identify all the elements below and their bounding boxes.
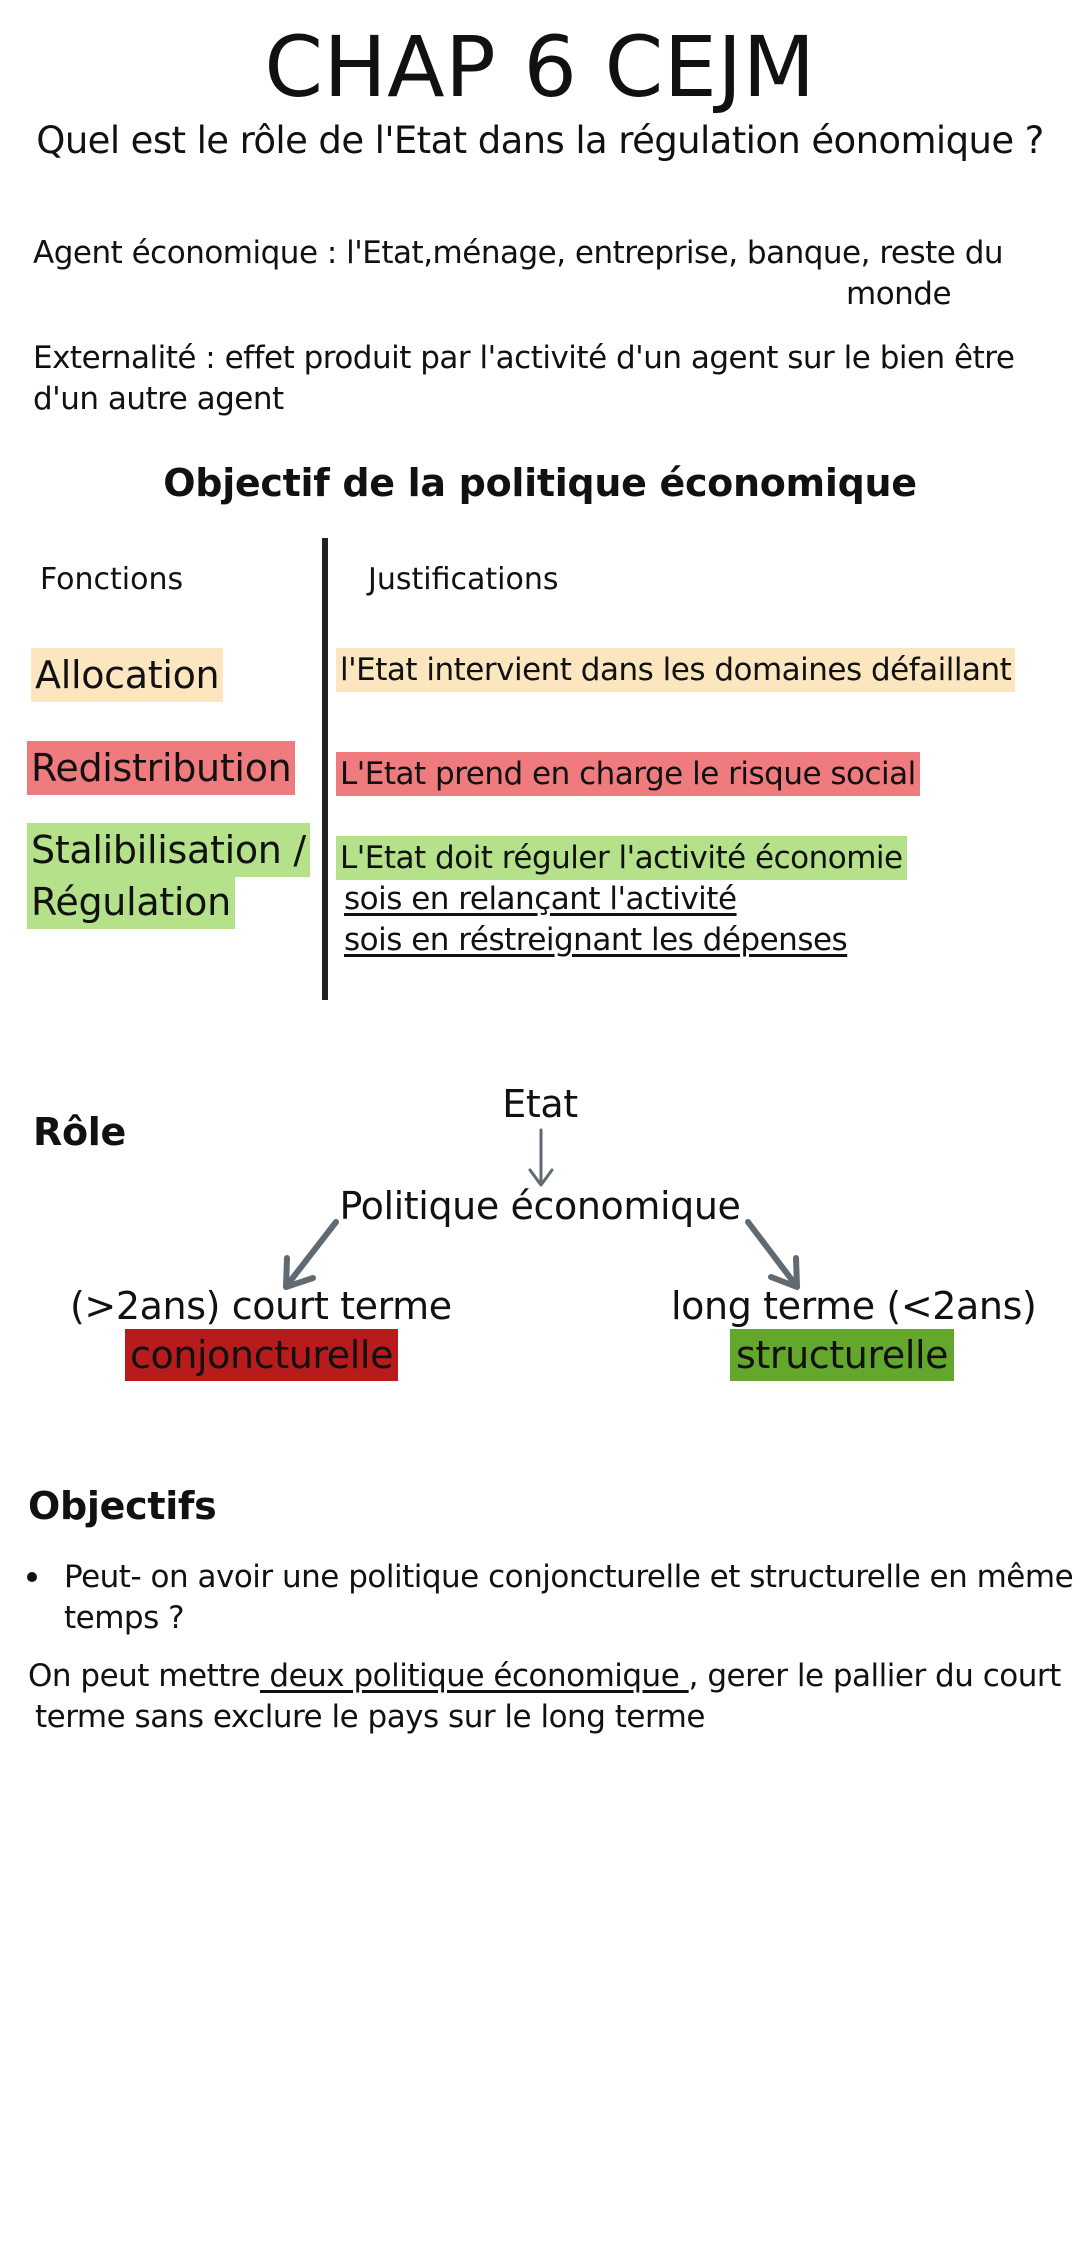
bullet-dot-icon: [27, 1572, 37, 1582]
column-header-justifications: Justifications: [368, 562, 559, 597]
page-subtitle: Quel est le rôle de l'Etat dans la régulation éonomique ?: [36, 119, 1044, 162]
answer-line2: terme sans exclure le pays sur le long terme: [35, 1699, 705, 1735]
role-heading: Rôle: [33, 1110, 126, 1154]
diagram-etat: Etat: [502, 1082, 578, 1126]
answer-part2: , gerer le pallier du court: [688, 1658, 1061, 1694]
column-header-fonctions: Fonctions: [40, 562, 184, 597]
definition-agent-line2: monde: [846, 276, 952, 312]
fonction-redistribution: Redistribution: [27, 741, 295, 795]
question-line2: temps ?: [64, 1600, 185, 1636]
answer-line1: [28, 1656, 1061, 1697]
definition-externalite-line2: d'un autre agent: [33, 381, 284, 417]
justification-stabilisation-line3: sois en réstreignant les dépenses: [344, 922, 848, 958]
justification-stabilisation-line2: sois en relançant l'activité: [344, 881, 737, 917]
justification-redistribution: L'Etat prend en charge le risque social: [336, 752, 920, 796]
page-title: CHAP 6 CEJM: [264, 18, 816, 116]
diagram-court-terme: (>2ans) court terme: [70, 1284, 452, 1328]
answer-underlined: deux politique économique: [260, 1658, 689, 1694]
definition-agent-line1: Agent économique : l'Etat,ménage, entreprise, banque, reste du: [33, 235, 1004, 271]
fonction-allocation: Allocation: [31, 648, 223, 702]
question-line1: Peut- on avoir une politique conjoncturelle et structurelle en même: [64, 1559, 1074, 1595]
justification-allocation: l'Etat intervient dans les domaines défaillant: [336, 648, 1015, 692]
objectifs-heading: Objectifs: [28, 1484, 217, 1528]
column-divider: [322, 538, 328, 1000]
fonction-stabilisation-line1: Stalibilisation /: [27, 823, 310, 877]
diagram-conjoncturelle: conjoncturelle: [125, 1329, 398, 1381]
fonction-stabilisation-line2: Régulation: [27, 875, 235, 929]
answer-part1: On peut mettre: [28, 1658, 261, 1694]
definition-externalite-line1: Externalité : effet produit par l'activité d'un agent sur le bien être: [33, 340, 1015, 376]
objectif-politique-heading: Objectif de la politique économique: [163, 461, 917, 505]
diagram-structurelle: structurelle: [730, 1329, 954, 1381]
arrow-etat-to-politique: [530, 1130, 552, 1185]
justification-stabilisation-line1: L'Etat doit réguler l'activité économie: [336, 836, 907, 880]
diagram-long-terme: long terme (<2ans): [671, 1284, 1037, 1328]
diagram-politique-economique: Politique économique: [339, 1184, 741, 1228]
